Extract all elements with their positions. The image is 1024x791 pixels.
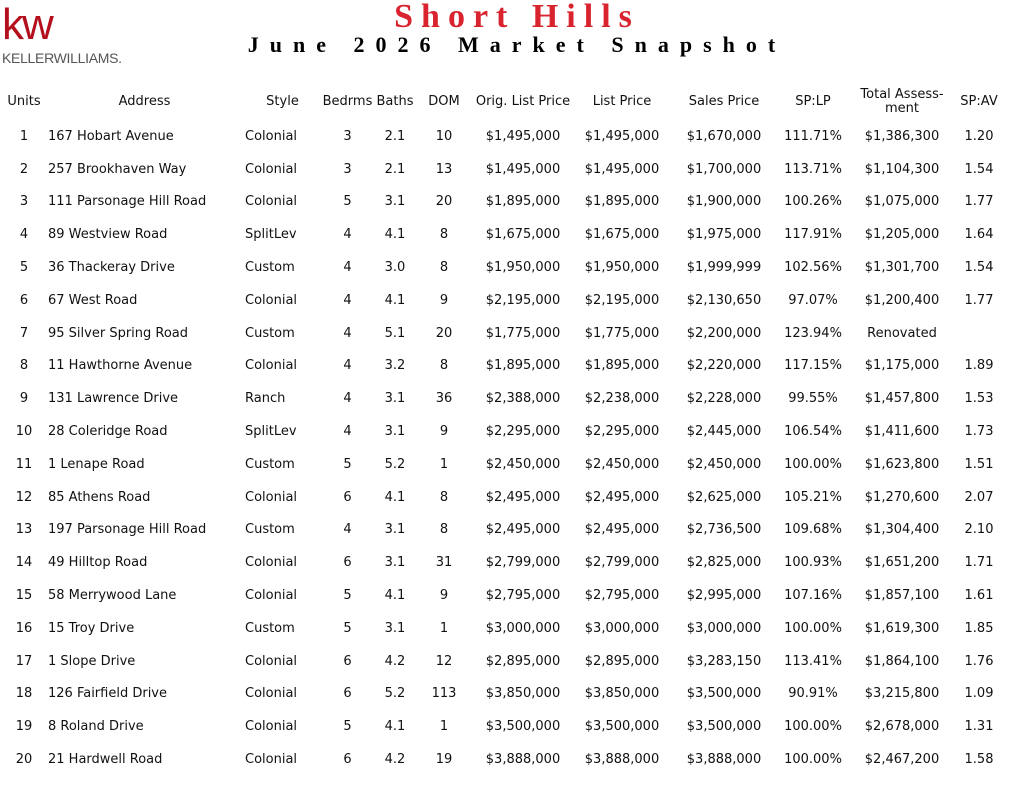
table-row xyxy=(4,415,1003,448)
cell-units: 4 xyxy=(19,227,29,243)
cell-total-assessment: $1,623,800 xyxy=(864,456,940,472)
market-snapshot-table xyxy=(4,84,1003,776)
cell-dom: 8 xyxy=(439,489,449,505)
cell-sp-lp: 90.91% xyxy=(788,686,838,702)
cell-units: 5 xyxy=(19,260,29,276)
cell-list-price: $1,775,000 xyxy=(584,325,660,341)
cell-style: Colonial xyxy=(245,161,298,177)
cell-bedrooms: 4 xyxy=(343,292,352,308)
cell-sp-av: 2.07 xyxy=(964,489,994,505)
cell-sales-price: $1,670,000 xyxy=(686,128,762,144)
column-header-total-assessment: Total Assess- ment xyxy=(860,87,944,116)
cell-baths: 3.0 xyxy=(384,260,406,276)
cell-total-assessment: $1,411,600 xyxy=(864,424,940,440)
cell-bedrooms: 4 xyxy=(343,391,352,407)
cell-bedrooms: 4 xyxy=(343,227,352,243)
cell-bedrooms: 5 xyxy=(343,194,352,210)
cell-sales-price: $2,200,000 xyxy=(686,325,762,341)
cell-sales-price: $3,000,000 xyxy=(686,620,762,636)
cell-orig-list-price: $1,895,000 xyxy=(485,194,561,210)
cell-style: Colonial xyxy=(245,555,298,571)
cell-sp-av: 1.85 xyxy=(964,620,994,636)
cell-orig-list-price: $2,895,000 xyxy=(485,653,561,669)
cell-baths: 2.1 xyxy=(384,128,406,144)
cell-address: 89 Westview Road xyxy=(48,227,168,243)
table-row xyxy=(4,448,1003,481)
page-subtitle: June 2026 Market Snapshot xyxy=(247,32,787,57)
cell-sales-price: $2,228,000 xyxy=(686,391,762,407)
cell-units: 10 xyxy=(15,424,33,440)
cell-style: SplitLev xyxy=(245,227,297,243)
cell-total-assessment: $1,864,100 xyxy=(864,653,940,669)
cell-orig-list-price: $1,775,000 xyxy=(485,325,561,341)
table-row xyxy=(4,251,1003,284)
cell-dom: 1 xyxy=(439,456,449,472)
cell-dom: 20 xyxy=(435,194,453,210)
cell-list-price: $2,238,000 xyxy=(584,391,660,407)
cell-list-price: $1,950,000 xyxy=(584,260,660,276)
cell-sp-lp: 100.00% xyxy=(784,752,842,768)
table-body xyxy=(4,120,1003,776)
cell-sales-price: $1,700,000 xyxy=(686,161,762,177)
cell-sales-price: $2,445,000 xyxy=(686,424,762,440)
table-row xyxy=(4,514,1003,547)
cell-sp-lp: 100.00% xyxy=(784,456,842,472)
cell-sp-lp: 113.41% xyxy=(784,653,842,669)
table-row xyxy=(4,186,1003,219)
cell-address: 36 Thackeray Drive xyxy=(48,260,175,276)
cell-dom: 12 xyxy=(435,653,453,669)
cell-sp-av: 1.31 xyxy=(964,719,994,735)
cell-dom: 19 xyxy=(435,752,453,768)
cell-sales-price: $2,995,000 xyxy=(686,588,762,604)
cell-sales-price: $1,900,000 xyxy=(686,194,762,210)
cell-list-price: $3,500,000 xyxy=(584,719,660,735)
cell-sp-lp: 123.94% xyxy=(784,325,842,341)
table-row xyxy=(4,350,1003,383)
cell-sales-price: $3,888,000 xyxy=(686,752,762,768)
cell-sales-price: $1,999,999 xyxy=(686,260,762,276)
cell-total-assessment: $1,304,400 xyxy=(864,522,940,538)
cell-dom: 9 xyxy=(439,588,449,604)
cell-baths: 3.1 xyxy=(384,194,406,210)
cell-bedrooms: 5 xyxy=(343,719,352,735)
cell-style: Custom xyxy=(245,620,295,636)
cell-sp-av: 1.89 xyxy=(964,358,994,374)
cell-address: 167 Hobart Avenue xyxy=(48,128,174,144)
cell-orig-list-price: $3,850,000 xyxy=(485,686,561,702)
cell-bedrooms: 5 xyxy=(343,620,352,636)
cell-style: Custom xyxy=(245,456,295,472)
cell-sales-price: $2,825,000 xyxy=(686,555,762,571)
cell-bedrooms: 6 xyxy=(343,686,352,702)
cell-bedrooms: 5 xyxy=(343,588,352,604)
cell-dom: 8 xyxy=(439,260,449,276)
cell-dom: 9 xyxy=(439,292,449,308)
cell-orig-list-price: $3,500,000 xyxy=(485,719,561,735)
cell-sp-av: 1.77 xyxy=(964,292,994,308)
cell-list-price: $2,799,000 xyxy=(584,555,660,571)
cell-orig-list-price: $2,388,000 xyxy=(485,391,561,407)
table-row xyxy=(4,317,1003,350)
cell-total-assessment: $1,457,800 xyxy=(864,391,940,407)
logo-wordmark: KELLERWILLIAMS. xyxy=(2,50,122,66)
cell-bedrooms: 4 xyxy=(343,358,352,374)
cell-address: 197 Parsonage Hill Road xyxy=(48,522,207,538)
cell-total-assessment: $1,857,100 xyxy=(864,588,940,604)
cell-baths: 4.1 xyxy=(384,588,406,604)
cell-dom: 36 xyxy=(435,391,453,407)
cell-list-price: $2,795,000 xyxy=(584,588,660,604)
cell-total-assessment: $1,619,300 xyxy=(864,620,940,636)
column-header-sp-lp: SP:LP xyxy=(795,94,831,109)
cell-sp-lp: 99.55% xyxy=(788,391,838,407)
column-header-dom: DOM xyxy=(428,94,460,109)
cell-sp-av: 1.54 xyxy=(964,161,994,177)
cell-sp-lp: 97.07% xyxy=(788,292,838,308)
column-header-orig-list-price: Orig. List Price xyxy=(475,94,571,109)
cell-list-price: $3,850,000 xyxy=(584,686,660,702)
cell-total-assessment: $1,075,000 xyxy=(864,194,940,210)
table-row xyxy=(4,579,1003,612)
cell-total-assessment: $1,104,300 xyxy=(864,161,940,177)
cell-list-price: $1,895,000 xyxy=(584,358,660,374)
cell-bedrooms: 3 xyxy=(343,161,352,177)
cell-sp-lp: 100.26% xyxy=(784,194,842,210)
cell-sp-av: 1.73 xyxy=(964,424,994,440)
cell-bedrooms: 6 xyxy=(343,555,352,571)
cell-style: Colonial xyxy=(245,292,298,308)
cell-bedrooms: 5 xyxy=(343,456,352,472)
cell-sales-price: $3,283,150 xyxy=(686,653,762,669)
cell-total-assessment: $1,200,400 xyxy=(864,292,940,308)
cell-list-price: $3,888,000 xyxy=(584,752,660,768)
cell-address: 111 Parsonage Hill Road xyxy=(48,194,207,210)
cell-sp-lp: 109.68% xyxy=(784,522,842,538)
cell-sp-lp: 117.15% xyxy=(784,358,842,374)
cell-sales-price: $2,625,000 xyxy=(686,489,762,505)
cell-total-assessment: $2,678,000 xyxy=(864,719,940,735)
column-header-sales-price: Sales Price xyxy=(688,94,760,109)
cell-sp-av: 1.58 xyxy=(964,752,994,768)
cell-sp-av: 1.53 xyxy=(964,391,994,407)
cell-style: SplitLev xyxy=(245,424,297,440)
column-header-baths: Baths xyxy=(376,94,414,109)
cell-list-price: $1,495,000 xyxy=(584,128,660,144)
table-row xyxy=(4,153,1003,186)
cell-list-price: $2,195,000 xyxy=(584,292,660,308)
cell-style: Colonial xyxy=(245,653,298,669)
cell-total-assessment: $1,270,600 xyxy=(864,489,940,505)
cell-orig-list-price: $3,000,000 xyxy=(485,620,561,636)
cell-sales-price: $2,220,000 xyxy=(686,358,762,374)
cell-address: 67 West Road xyxy=(48,292,138,308)
cell-dom: 31 xyxy=(435,555,453,571)
cell-address: 15 Troy Drive xyxy=(48,620,135,636)
cell-sp-av: 2.10 xyxy=(964,522,994,538)
cell-baths: 3.1 xyxy=(384,424,406,440)
cell-total-assessment: $3,215,800 xyxy=(864,686,940,702)
cell-dom: 113 xyxy=(431,686,457,702)
cell-sp-lp: 100.00% xyxy=(784,719,842,735)
cell-sp-av: 1.76 xyxy=(964,653,994,669)
cell-units: 9 xyxy=(19,391,29,407)
cell-sales-price: $2,130,650 xyxy=(686,292,762,308)
cell-units: 16 xyxy=(15,620,33,636)
cell-style: Colonial xyxy=(245,194,298,210)
table-row xyxy=(4,546,1003,579)
cell-sp-av xyxy=(955,317,1003,350)
cell-units: 3 xyxy=(19,194,29,210)
cell-dom: 9 xyxy=(439,424,449,440)
cell-units: 8 xyxy=(19,358,29,374)
cell-bedrooms: 6 xyxy=(343,653,352,669)
cell-baths: 3.2 xyxy=(384,358,406,374)
cell-baths: 4.2 xyxy=(384,752,406,768)
cell-address: 8 Roland Drive xyxy=(48,719,144,735)
column-header-address: Address xyxy=(118,94,171,109)
cell-baths: 4.1 xyxy=(384,489,406,505)
cell-baths: 4.1 xyxy=(384,227,406,243)
table-header-row xyxy=(4,84,1003,120)
table-row xyxy=(4,382,1003,415)
cell-sp-av: 1.09 xyxy=(964,686,994,702)
cell-address: 28 Coleridge Road xyxy=(48,424,168,440)
table-row xyxy=(4,710,1003,743)
cell-baths: 3.1 xyxy=(384,391,406,407)
cell-total-assessment: $1,301,700 xyxy=(864,260,940,276)
cell-address: 58 Merrywood Lane xyxy=(48,588,177,604)
cell-units: 14 xyxy=(15,555,33,571)
cell-total-assessment: Renovated xyxy=(867,325,937,341)
cell-sp-lp: 100.00% xyxy=(784,620,842,636)
cell-sales-price: $1,975,000 xyxy=(686,227,762,243)
cell-sp-av: 1.77 xyxy=(964,194,994,210)
cell-style: Colonial xyxy=(245,588,298,604)
logo-mark: kw xyxy=(2,0,52,49)
table-row xyxy=(4,218,1003,251)
column-header-units: Units xyxy=(7,94,41,109)
table-row xyxy=(4,481,1003,514)
cell-bedrooms: 4 xyxy=(343,424,352,440)
cell-units: 1 xyxy=(19,128,29,144)
table-row xyxy=(4,120,1003,153)
cell-dom: 1 xyxy=(439,719,449,735)
cell-list-price: $1,675,000 xyxy=(584,227,660,243)
cell-units: 13 xyxy=(15,522,33,538)
cell-units: 19 xyxy=(15,719,33,735)
cell-sp-av: 1.61 xyxy=(964,588,994,604)
cell-orig-list-price: $2,195,000 xyxy=(485,292,561,308)
cell-sp-av: 1.54 xyxy=(964,260,994,276)
cell-list-price: $1,895,000 xyxy=(584,194,660,210)
cell-address: 126 Fairfield Drive xyxy=(48,686,167,702)
cell-units: 15 xyxy=(15,588,33,604)
cell-sales-price: $2,450,000 xyxy=(686,456,762,472)
cell-baths: 4.2 xyxy=(384,653,406,669)
column-header-list-price: List Price xyxy=(592,94,652,109)
cell-sp-lp: 111.71% xyxy=(784,128,842,144)
cell-baths: 4.1 xyxy=(384,719,406,735)
cell-sp-lp: 102.56% xyxy=(784,260,842,276)
cell-style: Colonial xyxy=(245,752,298,768)
cell-units: 7 xyxy=(19,325,29,341)
cell-bedrooms: 6 xyxy=(343,489,352,505)
cell-sp-av: 1.64 xyxy=(964,227,994,243)
cell-sp-lp: 106.54% xyxy=(784,424,842,440)
cell-sp-av: 1.20 xyxy=(964,128,994,144)
cell-dom: 8 xyxy=(439,227,449,243)
cell-style: Colonial xyxy=(245,489,298,505)
cell-list-price: $2,495,000 xyxy=(584,489,660,505)
cell-sp-av: 1.51 xyxy=(964,456,994,472)
cell-sales-price: $2,736,500 xyxy=(686,522,762,538)
cell-list-price: $2,450,000 xyxy=(584,456,660,472)
cell-dom: 10 xyxy=(435,128,453,144)
cell-bedrooms: 4 xyxy=(343,325,352,341)
cell-units: 17 xyxy=(15,653,33,669)
cell-sales-price: $3,500,000 xyxy=(686,719,762,735)
cell-sp-lp: 117.91% xyxy=(784,227,842,243)
cell-style: Colonial xyxy=(245,128,298,144)
cell-sp-lp: 105.21% xyxy=(784,489,842,505)
cell-sales-price: $3,500,000 xyxy=(686,686,762,702)
cell-bedrooms: 6 xyxy=(343,752,352,768)
table-row xyxy=(4,743,1003,776)
cell-address: 131 Lawrence Drive xyxy=(48,391,179,407)
cell-address: 1 Slope Drive xyxy=(48,653,136,669)
table-row xyxy=(4,678,1003,711)
cell-dom: 13 xyxy=(435,161,453,177)
cell-address: 49 Hilltop Road xyxy=(48,555,148,571)
cell-sp-lp: 100.93% xyxy=(784,555,842,571)
cell-sp-av: 1.71 xyxy=(964,555,994,571)
cell-address: 85 Athens Road xyxy=(48,489,151,505)
table-row xyxy=(4,612,1003,645)
cell-style: Custom xyxy=(245,522,295,538)
cell-address: 11 Hawthorne Avenue xyxy=(48,358,193,374)
cell-baths: 5.2 xyxy=(384,686,406,702)
cell-list-price: $2,495,000 xyxy=(584,522,660,538)
column-header-sp-av: SP:AV xyxy=(960,94,998,109)
cell-total-assessment: $1,386,300 xyxy=(864,128,940,144)
cell-address: 21 Hardwell Road xyxy=(48,752,163,768)
cell-list-price: $3,000,000 xyxy=(584,620,660,636)
cell-bedrooms: 3 xyxy=(343,128,352,144)
cell-dom: 20 xyxy=(435,325,453,341)
cell-units: 11 xyxy=(15,456,33,472)
cell-style: Ranch xyxy=(245,391,286,407)
cell-bedrooms: 4 xyxy=(343,260,352,276)
cell-total-assessment: $1,175,000 xyxy=(864,358,940,374)
cell-units: 20 xyxy=(15,752,33,768)
cell-orig-list-price: $1,895,000 xyxy=(485,358,561,374)
cell-orig-list-price: $2,495,000 xyxy=(485,489,561,505)
page-title: Short Hills xyxy=(394,0,640,35)
cell-baths: 4.1 xyxy=(384,292,406,308)
cell-dom: 8 xyxy=(439,358,449,374)
cell-address: 1 Lenape Road xyxy=(48,456,145,472)
table-row xyxy=(4,645,1003,678)
cell-dom: 1 xyxy=(439,620,449,636)
cell-units: 12 xyxy=(15,489,33,505)
cell-bedrooms: 4 xyxy=(343,522,352,538)
cell-baths: 3.1 xyxy=(384,620,406,636)
cell-units: 18 xyxy=(15,686,33,702)
cell-baths: 5.2 xyxy=(384,456,406,472)
cell-units: 2 xyxy=(19,161,29,177)
cell-style: Colonial xyxy=(245,358,298,374)
column-header-bedrooms: Bedrms xyxy=(322,94,373,109)
cell-sp-lp: 113.71% xyxy=(784,161,842,177)
cell-style: Custom xyxy=(245,260,295,276)
cell-orig-list-price: $2,450,000 xyxy=(485,456,561,472)
cell-total-assessment: $1,205,000 xyxy=(864,227,940,243)
cell-orig-list-price: $2,799,000 xyxy=(485,555,561,571)
cell-style: Colonial xyxy=(245,686,298,702)
cell-style: Custom xyxy=(245,325,295,341)
cell-total-assessment: $1,651,200 xyxy=(864,555,940,571)
column-header-style: Style xyxy=(266,94,299,109)
cell-dom: 8 xyxy=(439,522,449,538)
cell-style: Colonial xyxy=(245,719,298,735)
cell-orig-list-price: $1,495,000 xyxy=(485,128,561,144)
cell-baths: 3.1 xyxy=(384,522,406,538)
cell-units: 6 xyxy=(19,292,29,308)
cell-orig-list-price: $1,495,000 xyxy=(485,161,561,177)
cell-list-price: $2,895,000 xyxy=(584,653,660,669)
cell-list-price: $2,295,000 xyxy=(584,424,660,440)
cell-address: 95 Silver Spring Road xyxy=(48,325,189,341)
cell-baths: 3.1 xyxy=(384,555,406,571)
cell-orig-list-price: $2,495,000 xyxy=(485,522,561,538)
table-row xyxy=(4,284,1003,317)
cell-orig-list-price: $3,888,000 xyxy=(485,752,561,768)
cell-orig-list-price: $1,675,000 xyxy=(485,227,561,243)
cell-list-price: $1,495,000 xyxy=(584,161,660,177)
cell-total-assessment: $2,467,200 xyxy=(864,752,940,768)
cell-address: 257 Brookhaven Way xyxy=(48,161,187,177)
cell-baths: 2.1 xyxy=(384,161,406,177)
cell-orig-list-price: $2,795,000 xyxy=(485,588,561,604)
cell-orig-list-price: $1,950,000 xyxy=(485,260,561,276)
cell-baths: 5.1 xyxy=(384,325,406,341)
cell-sp-lp: 107.16% xyxy=(784,588,842,604)
cell-orig-list-price: $2,295,000 xyxy=(485,424,561,440)
